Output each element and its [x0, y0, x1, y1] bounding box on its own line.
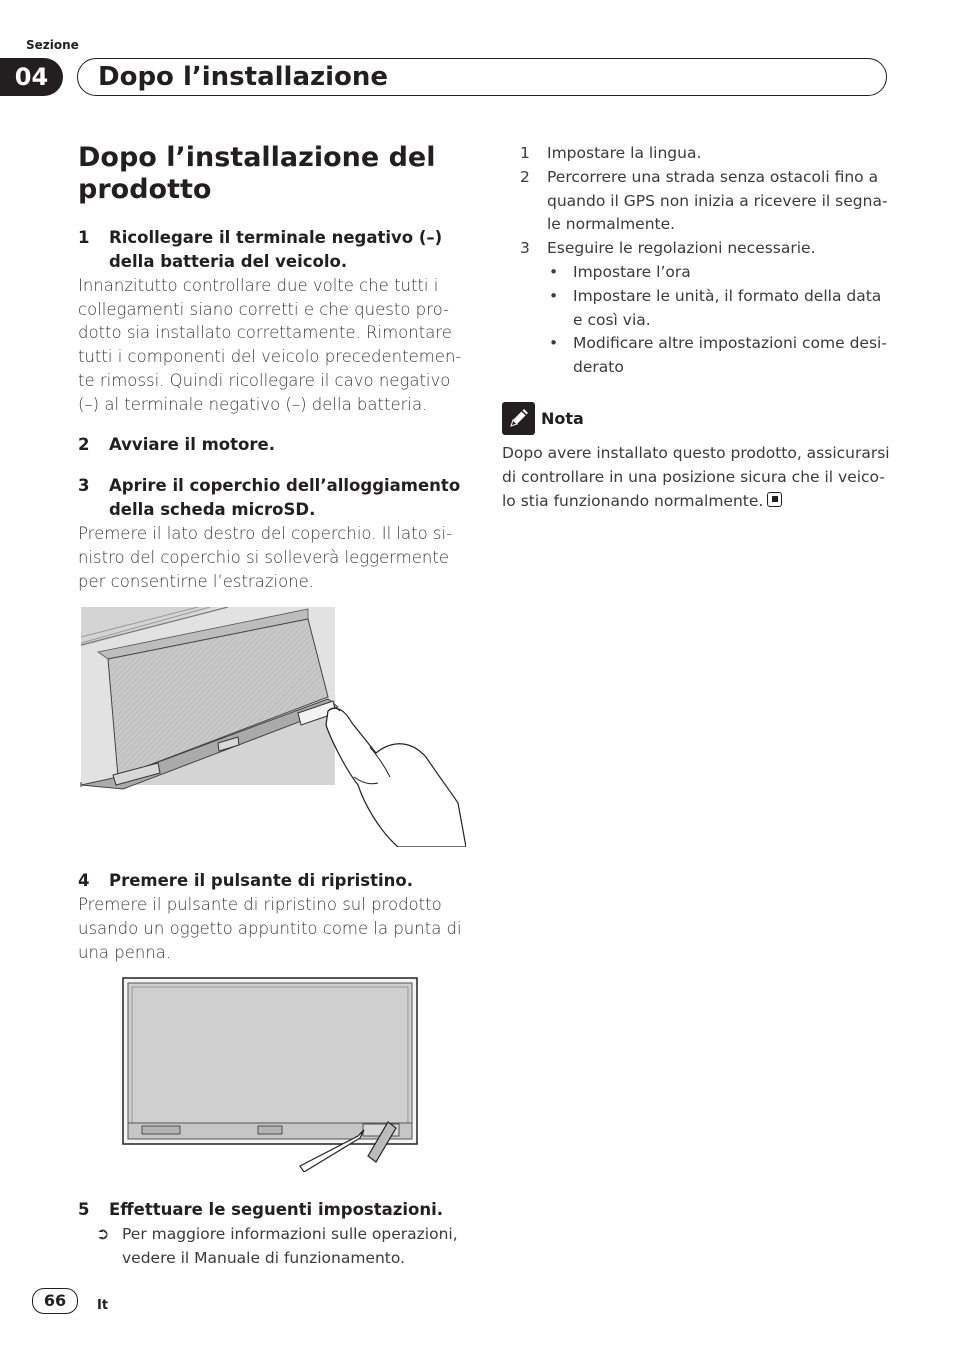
step-1-body: Innanzitutto controllare due volte che tutti i collegamenti siano corretti e che questo pro-dotto sia installato correttamente. Rimontare tutti i componenti del veicolo precedentemen-te rimossi. Quindi ricollegare il cavo negativo (–) al terminale negativo (–) della batteria. [78, 276, 462, 414]
list-item-number: 1 [520, 144, 530, 162]
list-item-text: Impostare la lingua. [547, 144, 702, 162]
section-title: Dopo l’installazione [98, 62, 389, 92]
nota-text [502, 441, 892, 513]
note-text: Per maggiore informazioni sulle operazioni, vedere il Manuale di funzionamento. [122, 1225, 458, 1268]
nota-label: Nota [541, 408, 584, 428]
step-title-text: Ricollegare il terminale negativo (–) della batteria del veicolo. [109, 228, 443, 271]
left-column [78, 142, 466, 1270]
language-code: It [97, 1298, 109, 1313]
bullet-icon: • [549, 286, 559, 305]
list-item [502, 142, 892, 166]
bullet-list [547, 261, 892, 380]
step-title-text: Premere il pulsante di ripristino. [109, 871, 413, 891]
microsd-cover-illustration [78, 607, 466, 847]
step-5-title [78, 1198, 466, 1222]
step-5-note [78, 1222, 466, 1270]
step-3-body: Premere il lato destro del coperchio. Il lato si-nistro del coperchio si solleverà leggermente per consentirne l’estrazione. [78, 524, 453, 591]
bullet-item [547, 332, 892, 380]
page-title: Dopo l’installazione del prodotto [78, 142, 436, 205]
step-number: 4 [78, 871, 90, 891]
step-4-body: Premere il pulsante di ripristino sul prodotto usando un oggetto appuntito come la punta di una penna. [78, 895, 462, 962]
step-3-title [78, 474, 466, 522]
settings-list [502, 142, 892, 380]
pencil-icon [502, 402, 535, 435]
reset-button-illustration [78, 976, 466, 1172]
page-number: 66 [32, 1288, 78, 1314]
bullet-text: Modificare altre impostazioni come desi-derato [573, 334, 887, 377]
step-title-text: Effettuare le seguenti impostazioni. [109, 1200, 444, 1220]
step-4-title [78, 869, 466, 893]
step-number: 3 [78, 476, 90, 496]
bullet-item [547, 261, 892, 285]
end-mark-icon [767, 492, 782, 507]
nota-header [502, 402, 892, 435]
section-number: 04 [0, 58, 63, 96]
step-title-text: Aprire il coperchio dell’alloggiamento della scheda microSD. [109, 476, 461, 520]
step-2-title [78, 433, 466, 457]
bullet-item [547, 285, 892, 333]
step-number: 5 [78, 1200, 90, 1220]
step-number: 2 [78, 435, 90, 455]
section-label: Sezione [26, 38, 79, 52]
nota-body: Dopo avere installato questo prodotto, assicurarsi di controllare in una posizione sicura che il veico-lo stia funzionando normalmente. [502, 443, 890, 510]
bullet-text: Impostare l’ora [573, 262, 691, 281]
list-item-number: 3 [520, 239, 530, 258]
bullet-text: Impostare le unità, il formato della data e così via. [573, 286, 882, 329]
arrow-right-icon: ➲ [96, 1224, 110, 1244]
step-title-text: Avviare il motore. [109, 435, 275, 455]
step-number: 1 [78, 228, 90, 247]
bullet-icon: • [549, 262, 559, 281]
list-item-number: 2 [520, 167, 530, 186]
right-column [502, 142, 892, 513]
list-item [502, 237, 892, 380]
step-1-title [78, 226, 466, 274]
list-item-text: Percorrere una strada senza ostacoli fino a quando il GPS non inizia a ricevere il segna-le normalmente. [547, 167, 888, 234]
list-item [502, 166, 892, 237]
bullet-icon: • [549, 334, 559, 353]
list-item-text: Eseguire le regolazioni necessarie. [547, 239, 816, 258]
